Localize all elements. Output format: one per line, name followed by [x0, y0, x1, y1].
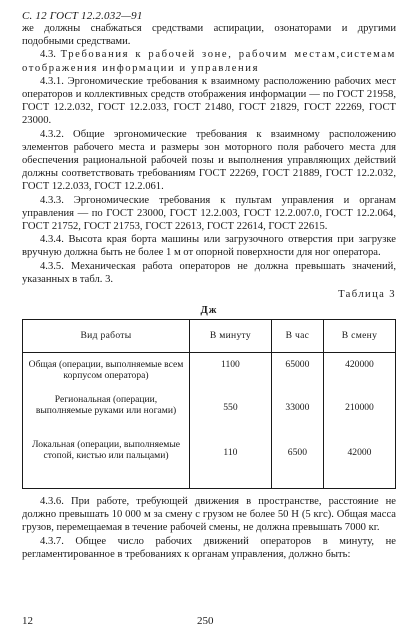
row-per-minute: 110 — [190, 439, 272, 489]
row-per-shift: 42000 — [323, 439, 395, 489]
paragraph-4-3-2: 4.3.2. Общие эргономические требования к взаимному расположению элементов рабочего места и размеры зон моторного поля рабочего места для обеспечения рациональной рабочей позы и выполнения управляющих действий должны соответствовать требованиям ГОСТ 22269, ГОСТ 21889, ГОСТ 12.2.032, ГОСТ 12.2.033, ГОСТ 12.2.061. — [22, 128, 396, 193]
paragraph-4-3-4: 4.3.4. Высота края борта машины или загрузочного отверстия при загрузке вручную должна быть не более 1 м от опорной поверхности для ног оператора. — [22, 234, 396, 259]
page-header: С. 12 ГОСТ 12.2.032—91 — [22, 10, 143, 22]
table-header-row — [23, 320, 396, 353]
row-work-type: Общая (операции, выполняемые всем корпусом оператора) — [23, 352, 190, 394]
section-heading-4-3 — [22, 48, 396, 74]
document-body — [22, 22, 396, 561]
footer-left-number: 12 — [22, 615, 33, 627]
table-row — [23, 394, 396, 439]
header-per-minute: В минуту — [190, 320, 272, 353]
section-title: Требования к рабочей зоне, рабочим местам,системам отображения информации и управления — [22, 49, 396, 74]
footer-page-number: 250 — [197, 615, 214, 627]
row-work-type: Локальная (операции, выполняемые стопой, кистью или пальцами) — [23, 439, 190, 489]
row-per-hour: 65000 — [271, 352, 323, 394]
paragraph-4-3-6: 4.3.6. При работе, требующей движения в пространстве, расстояние не должно превышать 10 000 м за смену с грузом не более 50 Н (5 кгс). Общая масса грузов, перемещаемая в течение рабочей смены, не должна превышать 7000 кг. — [22, 495, 396, 534]
paragraph-4-3-5: 4.3.5. Механическая работа операторов не должна превышать значений, указанных в табл. 3. — [22, 260, 396, 285]
paragraph-4-3-7: 4.3.7. Общее число рабочих движений операторов в минуту, не регламентированное в требованиях к органам управления, должно быть: — [22, 535, 396, 560]
row-per-minute: 550 — [190, 394, 272, 439]
row-per-hour: 33000 — [271, 394, 323, 439]
paragraph-continuation: же должны снабжаться средствами аспирации, озонаторами и другими подобными средствами. — [22, 23, 396, 48]
row-per-shift: 420000 — [323, 352, 395, 394]
work-table — [22, 319, 396, 489]
header-per-shift: В смену — [323, 320, 395, 353]
header-per-hour: В час — [271, 320, 323, 353]
row-per-shift: 210000 — [323, 394, 395, 439]
paragraph-4-3-1: 4.3.1. Эргономические требования к взаимному расположению рабочих мест операторов и коллективных средств отображения информации — по ГОСТ 21958, ГОСТ 12.2.032, ГОСТ 12.2.033, ГОСТ 21480, ГОСТ 21829, ГОСТ 22269, ГОСТ 23000. — [22, 75, 396, 127]
table-unit: Дж — [200, 305, 218, 317]
paragraph-4-3-3: 4.3.3. Эргономические требования к пультам управления и органам управления — по ГОСТ 23000, ГОСТ 12.2.003, ГОСТ 12.2.007.0, ГОСТ 12.2.064, ГОСТ 21752, ГОСТ 21753, ГОСТ 22613, ГОСТ 22614, ГОСТ 22615. — [22, 194, 396, 233]
table-row — [23, 352, 396, 394]
table-row — [23, 439, 396, 489]
row-per-minute: 1100 — [190, 352, 272, 394]
header-work-type: Вид работы — [23, 320, 190, 353]
section-number: 4.3. — [40, 49, 56, 61]
row-work-type: Региональная (операции, выполняемые руками или ногами) — [23, 394, 190, 439]
row-per-hour: 6500 — [271, 439, 323, 489]
table-caption: Таблица 3 — [338, 289, 396, 301]
